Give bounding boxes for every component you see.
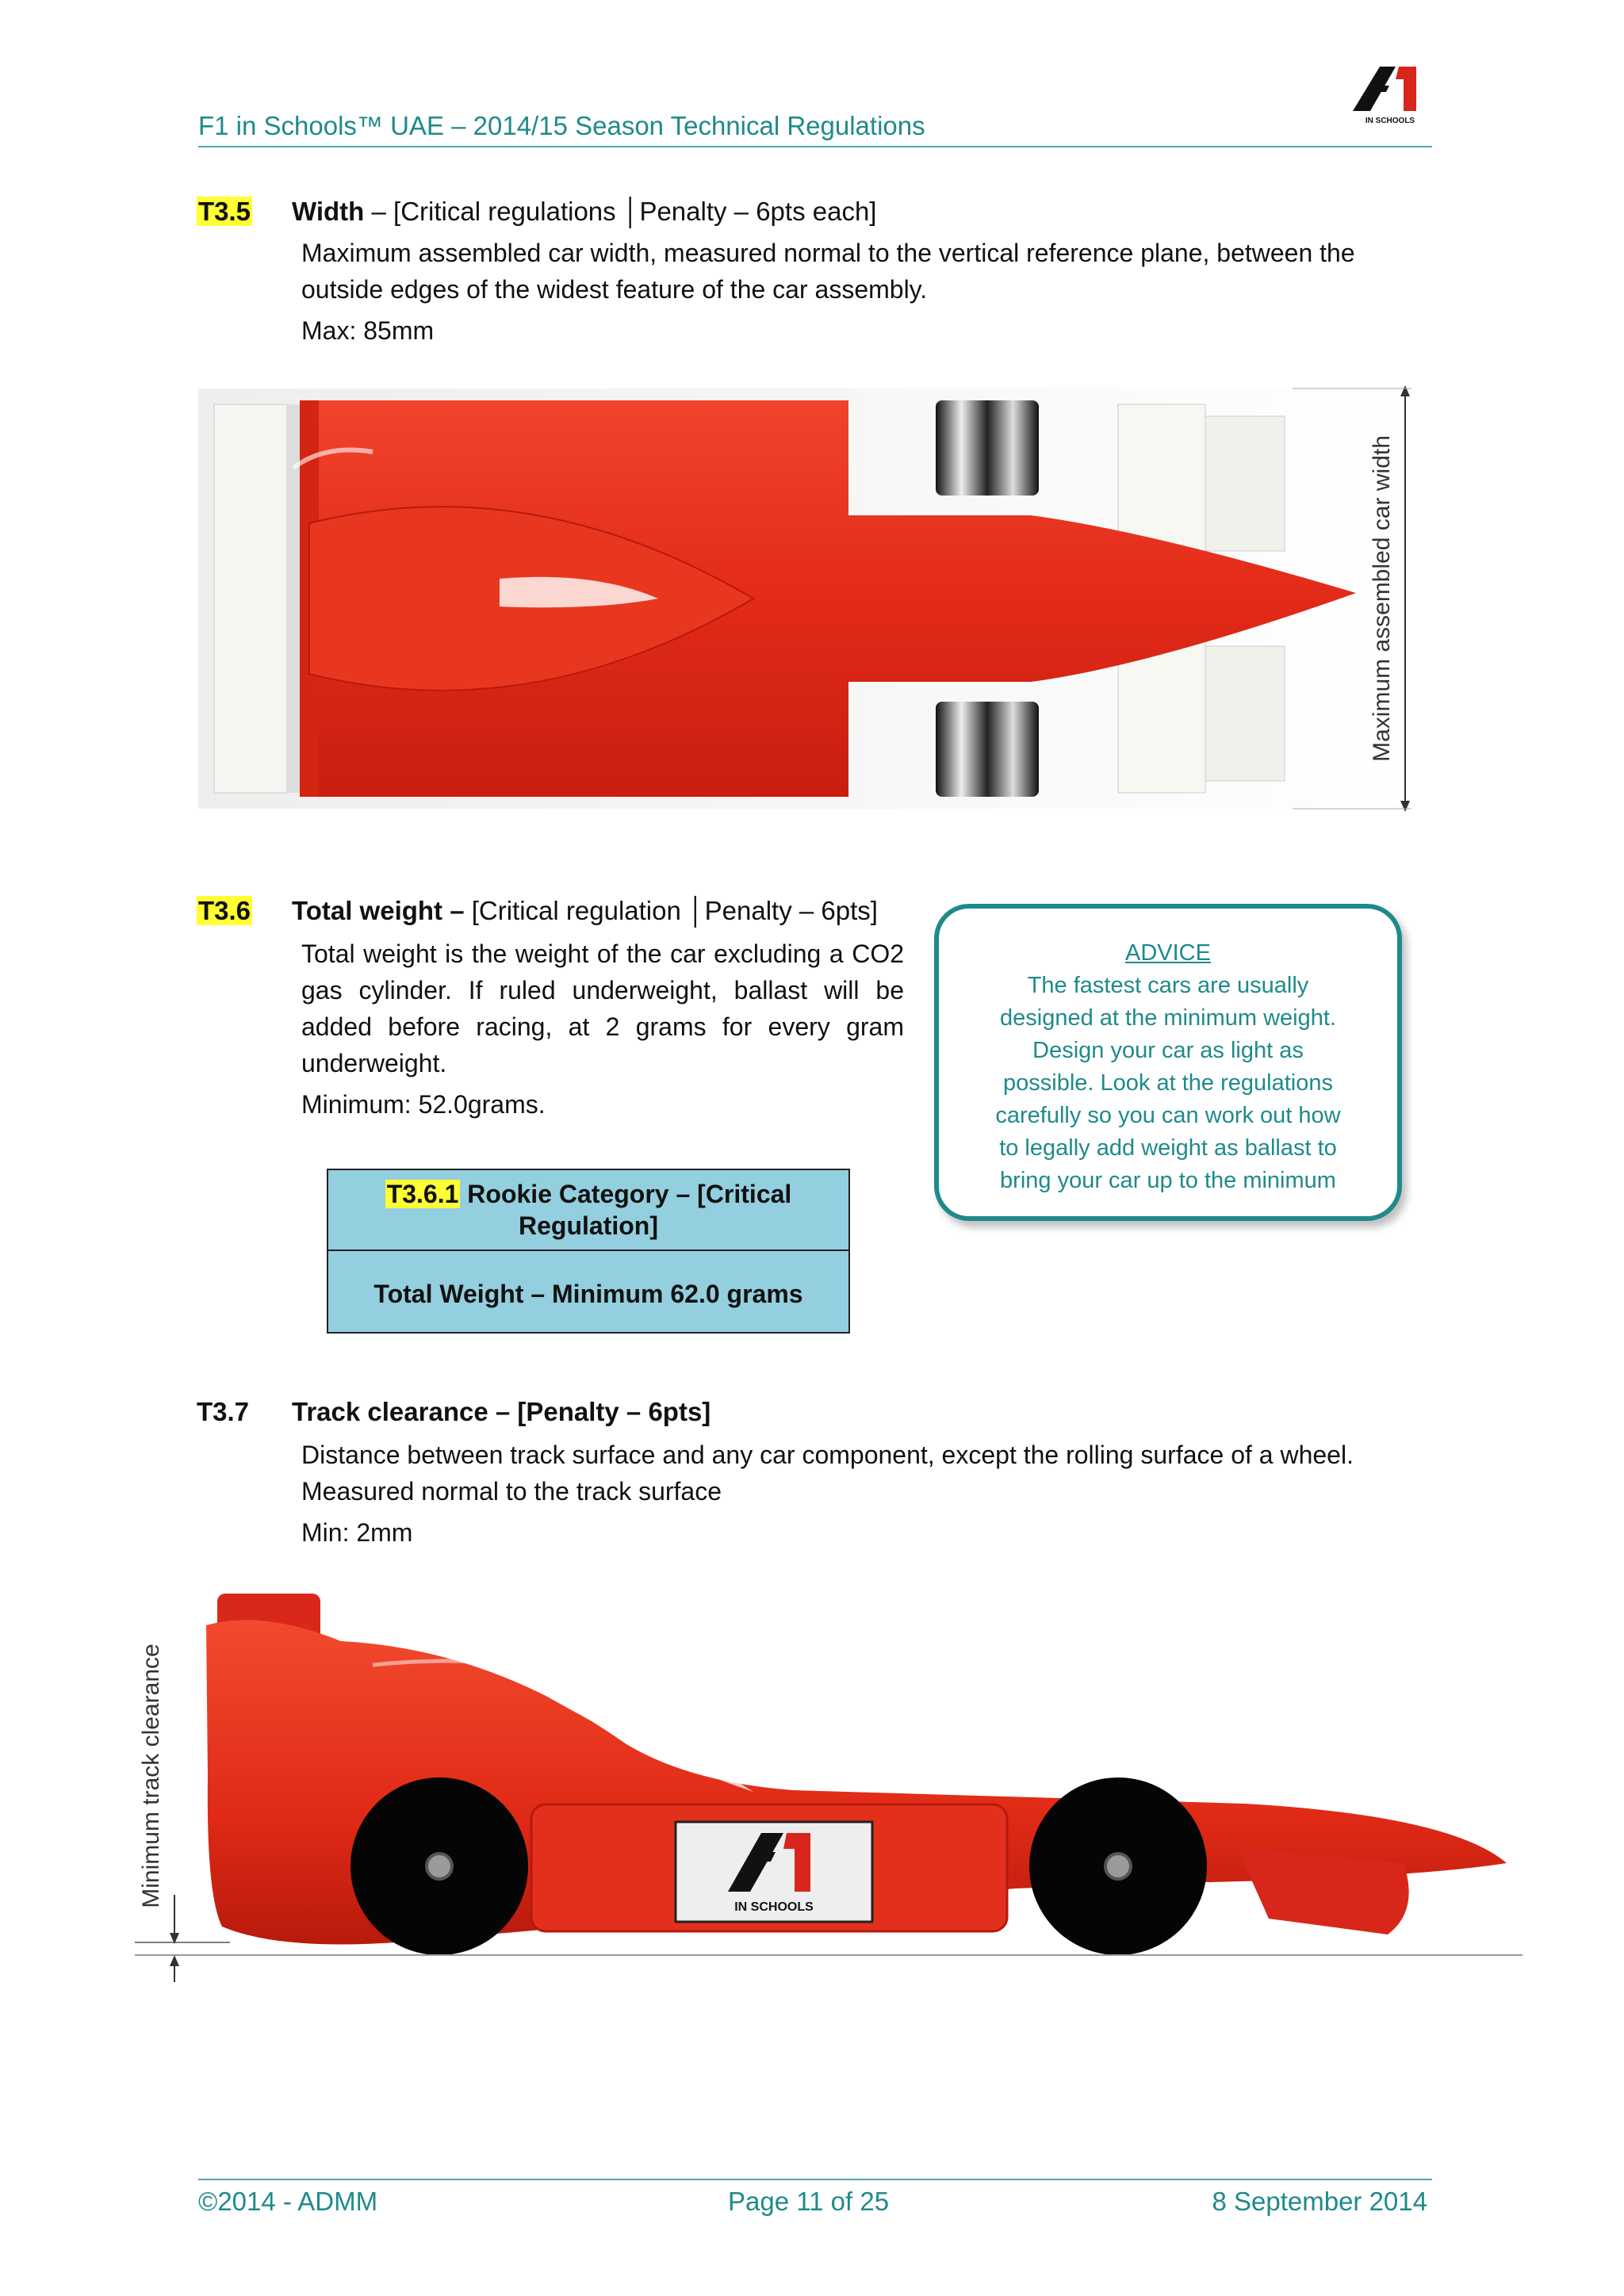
section-t36-title: Total weight –	[292, 896, 465, 925]
section-t35-heading	[197, 197, 876, 227]
advice-line: The fastest cars are usually	[1027, 973, 1309, 998]
footer-copyright: ©2014 - ADMM	[198, 2187, 378, 2216]
advice-line: Design your car as light as	[1032, 1038, 1304, 1063]
section-t36-description: Total weight is the weight of the car excluding a CO2 gas cylinder. If ruled underweight, ballast will be added before racing, at 2 grams for every gram underweight.	[301, 939, 904, 1077]
footer-date: 8 September 2014	[1212, 2187, 1427, 2216]
section-t36-penalty: [Critical regulation │Penalty – 6pts]	[464, 896, 878, 925]
rookie-heading-cell	[328, 1170, 848, 1251]
header-title: F1 in Schools™ UAE – 2014/15 Season Technical Regulations	[198, 111, 925, 140]
section-t35-description: Maximum assembled car width, measured normal to the vertical reference plane, between the outside edges of the widest feature of the car assembly.	[301, 239, 1355, 304]
footer-page-number: Page 11 of 25	[728, 2187, 890, 2216]
f1-in-schools-logo	[1346, 62, 1434, 125]
advice-title: ADVICE	[1125, 940, 1211, 966]
badge-text: IN SCHOOLS	[734, 1900, 814, 1914]
section-t35-max: Max: 85mm	[301, 316, 435, 345]
svg-text:IN SCHOOLS: IN SCHOOLS	[1365, 117, 1415, 125]
rookie-category-table	[327, 1169, 850, 1334]
advice-line: designed at the minimum weight.	[1000, 1005, 1336, 1031]
advice-box	[934, 904, 1402, 1221]
section-id-t36: T3.6	[198, 896, 251, 925]
rookie-weight-cell: Total Weight – Minimum 62.0 grams	[373, 1280, 803, 1308]
advice-line: to legally add weight as ballast to	[999, 1135, 1337, 1161]
advice-line: bring your car up to the minimum	[1000, 1168, 1336, 1193]
section-id-t35: T3.5	[198, 197, 251, 226]
section-t37-description-1: Distance between track surface and any car component, except the rolling surface of a wheel.	[301, 1441, 1354, 1469]
section-t37-description-2: Measured normal to the track surface	[301, 1477, 722, 1506]
section-t36-minimum: Minimum: 52.0grams.	[301, 1090, 546, 1119]
footer-divider	[198, 2179, 1432, 2180]
advice-line: possible. Look at the regulations	[1003, 1070, 1333, 1096]
header-divider	[198, 146, 1432, 147]
dimension-label-clearance: Minimum track clearance	[138, 1644, 164, 1908]
section-t37-minimum: Min: 2mm	[301, 1518, 413, 1547]
section-t37-heading	[197, 1397, 710, 1427]
rookie-title: Rookie Category – [Critical Regulation]	[460, 1180, 792, 1240]
section-t35-penalty: – [Critical regulations │Penalty – 6pts each]	[364, 197, 877, 226]
section-id-t37: T3.7	[197, 1397, 250, 1426]
section-t35-title: Width	[292, 197, 365, 226]
car-side-view-diagram	[135, 1578, 1522, 1990]
advice-line: carefully so you can work out how	[995, 1103, 1341, 1128]
car-top-view-diagram	[198, 373, 1435, 825]
dimension-label-width: Maximum assembled car width	[1369, 435, 1395, 762]
section-t36-heading	[197, 896, 878, 926]
section-t37-title: Track clearance – [Penalty – 6pts]	[292, 1397, 711, 1426]
rookie-id: T3.6.1	[386, 1180, 459, 1208]
